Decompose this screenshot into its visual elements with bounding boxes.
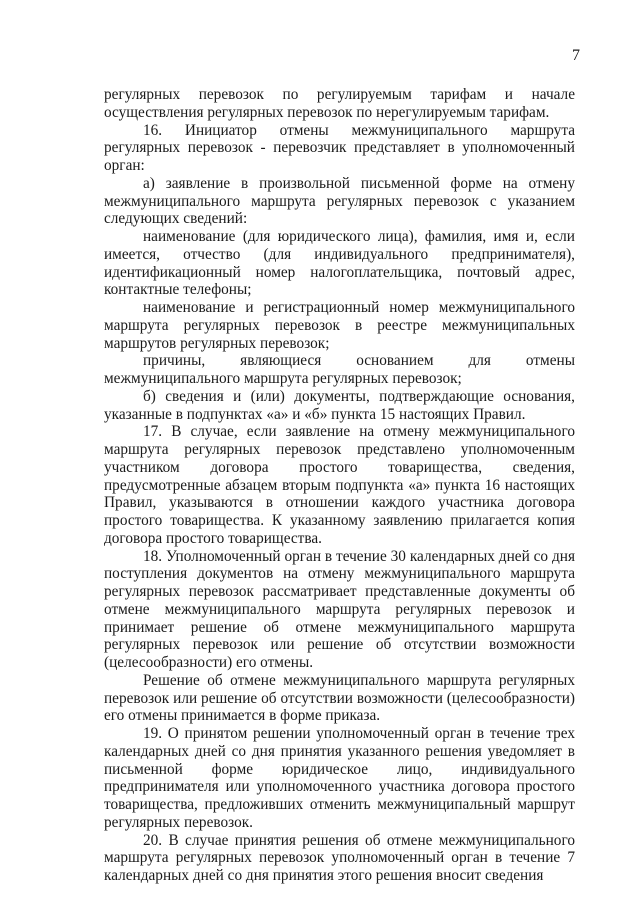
subitem-a-application: а) заявление в произвольной письменной форме на отмену межмуниципального маршрута регулярных перевозок с указанием следующих сведений: [104, 174, 575, 228]
subitem-route-details: наименование и регистрационный номер межмуниципального маршрута регулярных перевозок в реестре межмуниципальных маршрутов регулярных перевозок; [104, 299, 575, 352]
paragraph-item-19: 19. О принятом решении уполномоченный орган в течение трех календарных дней со дня принятия указанного решения уведомляет в письменной форме юридическое лицо, индивидуального предпринимателя или уполномоченного участника договора простого товарищества, предложивших отменить межмуниципальный маршрут регулярных перевозок. [104, 725, 575, 831]
subitem-b-documents: б) сведения и (или) документы, подтверждающие основания, указанные в подпунктах «а» и «б» пункта 15 настоящих Правил. [104, 387, 575, 423]
paragraph-item-16: 16. Инициатор отмены межмуниципального маршрута регулярных перевозок - перевозчик представляет в уполномоченный орган: [104, 121, 575, 174]
paragraph-continuation: регулярных перевозок по регулируемым тарифам и начале осуществления регулярных перевозок по нерегулируемым тарифам. [104, 86, 575, 121]
paragraph-item-17: 17. В случае, если заявление на отмену межмуниципального маршрута регулярных перевозок представлено уполномоченным участником договора простого товарищества, сведения, предусмотренные абзацем вторым подпункта «а» пункта 16 настоящих Правил, указываются в отношении каждого участника договора простого товарищества. К указанному заявлению прилагается копия договора простого товарищества. [104, 423, 575, 547]
page-number: 7 [572, 47, 580, 64]
subitem-applicant-details: наименование (для юридического лица), фамилия, имя и, если имеется, отчество (для индивидуального предпринимателя), идентификационный номер налогоплательщика, почтовый адрес, контактные телефоны; [104, 228, 575, 299]
paragraph-item-20: 20. В случае принятия решения об отмене межмуниципального маршрута регулярных перевозок уполномоченный орган в течение 7 календарных дней со дня принятия этого решения вносит сведения [104, 831, 575, 884]
subitem-reasons: причины, являющиеся основанием для отмены межмуниципального маршрута регулярных перевозок; [104, 352, 575, 387]
paragraph-decision-form: Решение об отмене межмуниципального маршрута регулярных перевозок или решение об отсутствии возможности (целесообразности) его отмены принимается в форме приказа. [104, 671, 575, 725]
document-body [104, 86, 575, 885]
paragraph-item-18: 18. Уполномоченный орган в течение 30 календарных дней со дня поступления документов на отмену межмуниципального маршрута регулярных перевозок рассматривает представленные документы об отмене межмуниципального маршрута регулярных перевозок и принимает решение об отмене межмуниципального маршрута регулярных перевозок или решение об отсутствии возможности (целесообразности) его отмены. [104, 547, 575, 671]
